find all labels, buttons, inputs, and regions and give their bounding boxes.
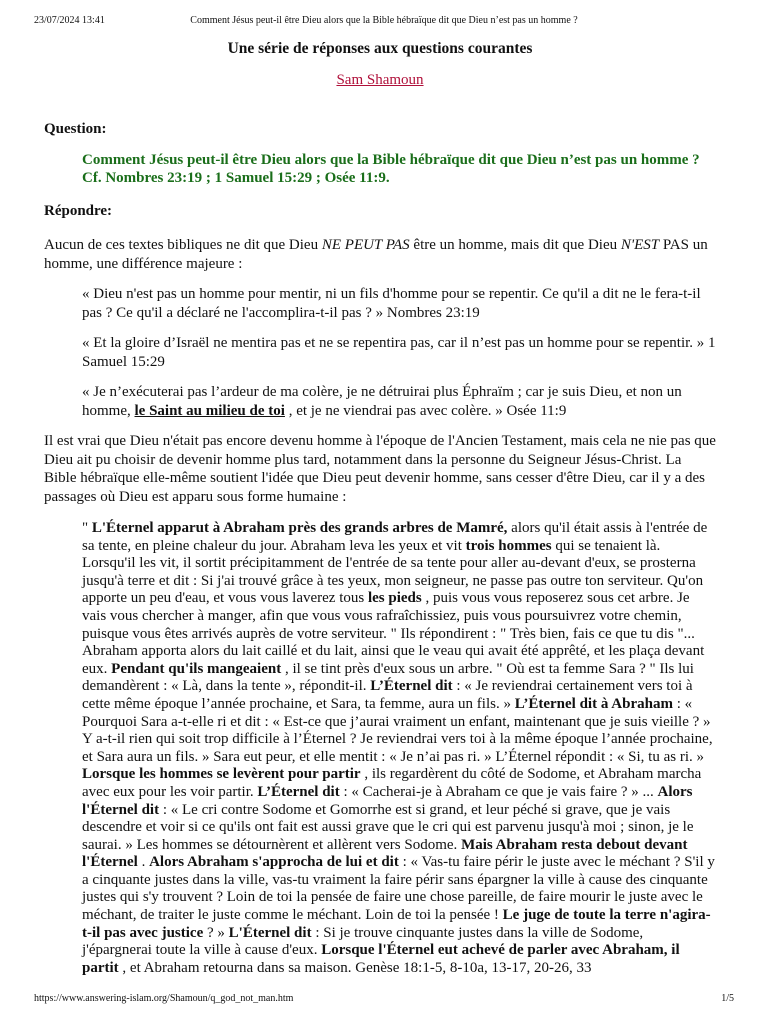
print-header: [34, 14, 734, 28]
intro-part: PAS un homme, une différence majeure :: [44, 237, 708, 272]
intro-emphasis: NE PEUT PAS: [321, 237, 410, 253]
quote-emphasis: L'Éternel apparut à Abraham près des grands arbres de Mamré,: [91, 520, 508, 536]
quote-numbers: « Dieu n'est pas un homme pour mentir, ni un fils d'homme pour se repentir. Ce qu'il a dit ne le fera-t-il pas ? Ce qu'il a déclaré ne l'accomplira-t-il pas ? » Nombres 23:19: [82, 286, 701, 321]
quote-emphasis: Alors Abraham s'approcha de lui et dit: [149, 854, 399, 871]
intro-emphasis: N'EST: [620, 237, 660, 253]
quote-emphasis: L'Éternel dit: [228, 924, 312, 941]
quote-part: , ils regardèrent du côté de Sodome, et Abraham marcha avec eux pour les voir partir.: [82, 766, 702, 800]
quote-part: : « Le cri contre Sodome et Gomorrhe est si grand, et leur péché si grave, que je vais descendre et voir si ce qu'ils ont fait est aussi grave que le cri qui est parvenu jusqu'à moi ; sinon, je le saurai. » Les hommes se détournèrent et allèrent vers Sodome.: [82, 801, 694, 853]
quote-part: , puis vous vous reposerez sous cet arbre. Je vais vous chercher à manger, afin que vous vous rafraîchissiez, puis vous poursuivrez votre chemin, puisque vous êtes arrivés auprès de votre serviteur. " Ils répondirent : " Très bien, fais ce que tu dis "... Abraham apporta alors du lait caillé et du lait, ainsi que le veau qui avait été apprêté, et les plaça devant eux.: [82, 590, 705, 677]
answer-label: Répondre:: [44, 202, 113, 219]
body-paragraph: Il est vrai que Dieu n'était pas encore devenu homme à l'époque de l'Ancien Testament, mais cela ne nie pas que Dieu ait pu choisir de devenir homme plus tard, notamment dans la personne du Seigneur Jésus-Christ. La Bible hébraïque elle-même soutient l'idée que Dieu peut devenir homme, sans cesser d'être Dieu, car il y a des passages où Dieu est apparu sous forme humaine :: [44, 433, 716, 505]
quote-hosea: [82, 383, 716, 420]
quote-emphasis: le Saint au milieu de toi: [134, 402, 285, 419]
quote-emphasis: L’Éternel dit à Abraham: [514, 695, 673, 712]
quote-part: ": [82, 520, 92, 536]
page-number: 1/5: [721, 993, 734, 1004]
quote-emphasis: Lorsque l'Éternel eut achevé de parler avec Abraham, il partit: [82, 942, 680, 976]
question-text: Comment Jésus peut-il être Dieu alors que la Bible hébraïque dit que Dieu n’est pas un homme ? Cf. Nombres 23:19 ; 1 Samuel 15:29 ; Osée 11:9.: [82, 151, 700, 186]
quote-part: , et Abraham retourna dans sa maison. Genèse 18:1-5, 8-10a, 13-17, 20-26, 33: [118, 959, 592, 976]
quote-part: : « Vas-tu faire périr le juste avec le méchant ? S'il y a cinquante justes dans la ville, vas-tu vraiment la faire périr sans épargner la ville à cause des cinquante justes qui s'y trouvent ? Loin de toi la pensée de faire une chose pareille, de faire mourir le juste avec le méchant, de traiter le juste comme le méchant. Loin de toi la pensée !: [82, 854, 715, 924]
quote-part: : « Cacherai-je à Abraham ce que je vais faire ? » ...: [339, 783, 658, 800]
quote-emphasis: Lorsque les hommes se levèrent pour partir: [82, 766, 361, 783]
print-title: Comment Jésus peut-il être Dieu alors que la Bible hébraïque dit que Dieu n’est pas un homme ?: [190, 15, 578, 26]
quote-emphasis: les pieds: [367, 590, 422, 607]
quote-part: ? »: [203, 924, 229, 941]
author-link[interactable]: Sam Shamoun: [336, 72, 424, 88]
quote-part: , il se tint près d'eux sous un arbre. " Où est ta femme Sara ? " Ils lui demandèrent : « Là, dans la tente », répondit-il.: [82, 660, 694, 695]
quote-samuel: « Et la gloire d’Israël ne mentira pas et ne se repentira pas, car il n’est pas un homme pour se repentir. » 1 Samuel 15:29: [82, 335, 716, 370]
intro-part: être un homme, mais dit que Dieu: [409, 237, 621, 253]
quote-part: qui se tenaient là. Lorsqu'il les vit, il sortit précipitamment de l'entrée de sa tente pour aller au-devant d'eux, se prosterna jusqu'à terre et dit : Si j'ai trouvé grâce à tes yeux, mon seigneur, ne passe pas outre ton serviteur. Qu'on apporte un peu d'eau, et vous vous laverez tous: [82, 537, 704, 607]
quote-emphasis: Pendant qu'ils mangeaient: [111, 660, 282, 677]
series-title: Une série de réponses aux questions courantes: [227, 40, 533, 57]
quote-emphasis: Le juge de toute la terre n'agira-t-il pas avec justice: [82, 907, 711, 941]
quote-part: « Je n’exécuterai pas l’ardeur de ma colère, je ne détruirai plus Éphraïm ; car je suis Dieu, et non un homme,: [82, 384, 682, 419]
article: [44, 38, 716, 977]
quote-part: alors qu'il était assis à l'entrée de sa tente, en pleine chaleur du jour. Abraham leva les yeux et vit: [82, 520, 708, 554]
quote-emphasis: L’Éternel dit: [257, 783, 340, 800]
quote-part: : « Je reviendrai certainement vers toi à cette même époque l’année prochaine, et Sara, ta femme, aura un fils. »: [82, 678, 693, 712]
print-date: 23/07/2024 13:41: [34, 15, 105, 26]
question-label: Question:: [44, 121, 107, 137]
quote-emphasis: Alors l'Éternel dit: [82, 783, 693, 818]
intro-paragraph: [44, 236, 716, 273]
intro-part: Aucun de ces textes bibliques ne dit que Dieu: [44, 237, 322, 253]
quote-part: , et je ne viendrai pas avec colère. » Osée 11:9: [284, 402, 567, 419]
quote-part: : « Pourquoi Sara a-t-elle ri et dit : « Est-ce que j’aurai vraiment un enfant, maintenant que je suis vieille ? » Y a-t-il rien qui soit trop difficile à l’Éternel ? Je reviendrai vers toi à la même époque l’année prochaine, et Sara aura un fils. » Sara eut peur, et elle mentit : « Je n’ai pas ri. » L’Éternel répondit : « Si, tu as ri. »: [82, 695, 713, 765]
quote-part: : Si je trouve cinquante justes dans la ville de Sodome, j'épargnerai toute la ville à cause d'eux.: [82, 924, 644, 959]
print-footer: [34, 992, 734, 1006]
quote-part: .: [137, 854, 150, 871]
author-row: [44, 70, 716, 90]
print-url: https://www.answering-islam.org/Shamoun/q_god_not_man.htm: [34, 993, 294, 1004]
quote-genesis: [82, 520, 716, 977]
quote-emphasis: trois hommes: [465, 537, 552, 554]
quote-emphasis: L’Éternel dit: [370, 678, 453, 695]
quote-emphasis: Mais Abraham resta debout devant l'Éternel: [82, 836, 688, 871]
